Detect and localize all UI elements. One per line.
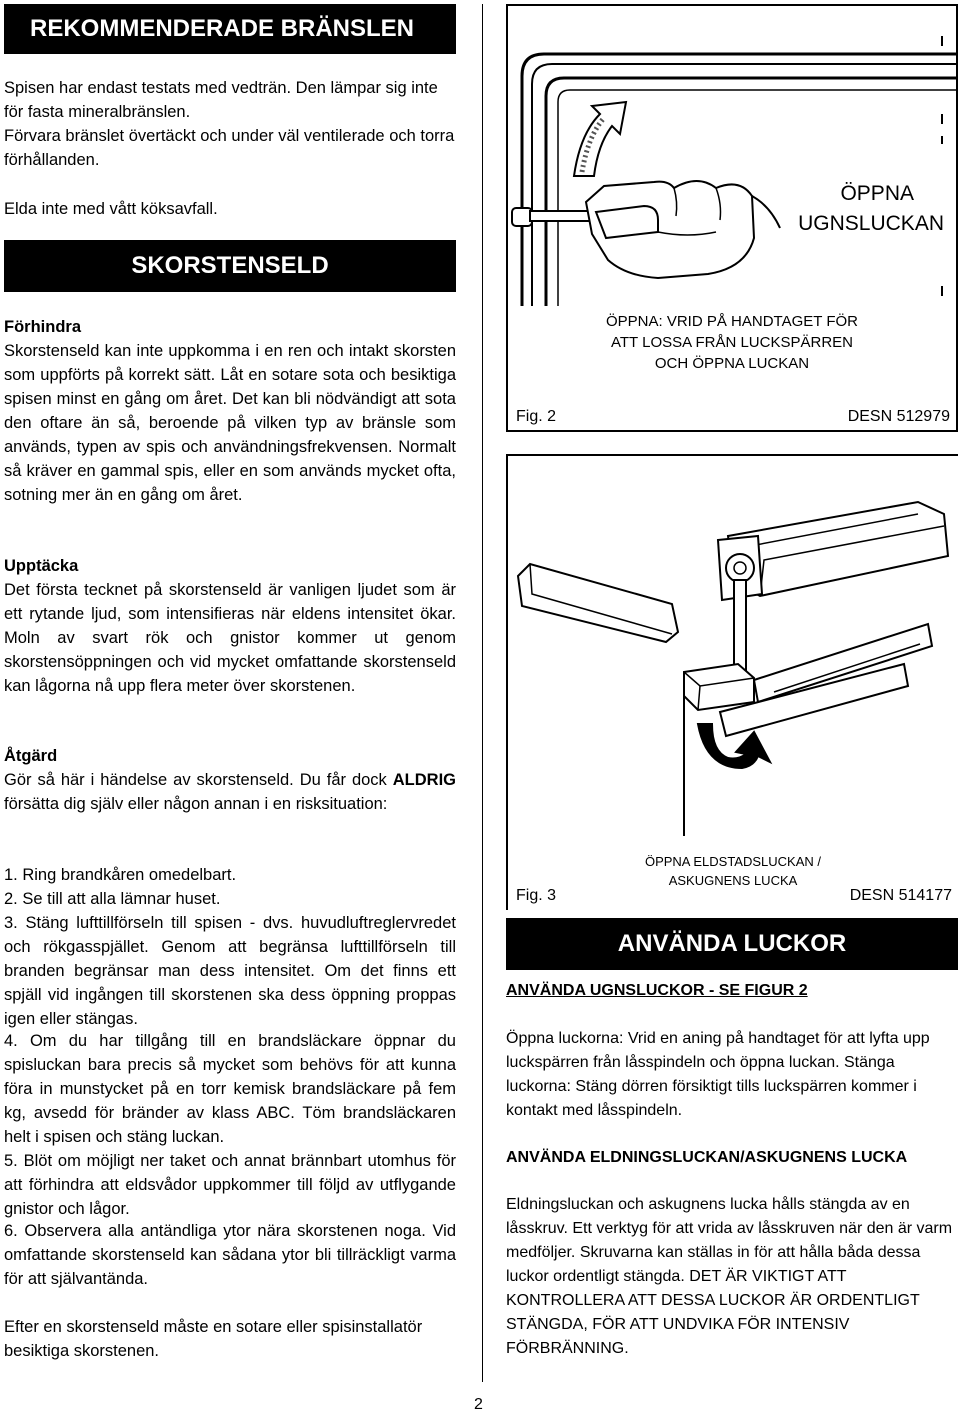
step-2: 2. Se till att alla lämnar huset. bbox=[4, 890, 221, 908]
fig3-label: Fig. 3 bbox=[516, 887, 557, 904]
fuel-heading-banner bbox=[4, 4, 456, 54]
fig2-caption-line-2: ATT LOSSA FRÅN LUCKSPÄRREN bbox=[610, 334, 853, 351]
step-6: 6. Observera alla antändliga ytor nära skorstenen noga. Vid omfattande skorstenseld kan sådana ytor bli tillräckligt varma för att självantända. bbox=[4, 1222, 456, 1288]
action-text-a: Gör så här i händelse av skorstenseld. Du får dock bbox=[4, 771, 393, 789]
page-number: 2 bbox=[474, 1396, 483, 1413]
fig3-caption-line-1: ÖPPNA ELDSTADSLUCKAN / bbox=[644, 854, 822, 869]
oven-doors-heading: ANVÄNDA UGNSLUCKOR - SE FIGUR 2 bbox=[506, 982, 808, 999]
firebox-doors-heading: ANVÄNDA ELDNINGSLUCKAN/ASKUGNENS LUCKA bbox=[506, 1149, 908, 1166]
oven-door-illustration bbox=[508, 6, 956, 306]
firebox-door-illustration bbox=[508, 456, 956, 836]
step-4: 4. Om du har tillgång till en brandsläckare öppnar du spisluckan bara precis så mycket som behövs för att kunna föra in munstycket på en torr kemisk brandsläckare på fem kg, avsedd för bränder av klass ABC. Töm brandsläckaren helt i spisen och stäng luckan. bbox=[4, 1032, 456, 1146]
column-divider bbox=[482, 4, 483, 1382]
fuel-paragraph-2: Förvara bränslet övertäckt och under väl ventilerade och torra förhållanden. bbox=[4, 127, 455, 169]
firebox-doors-paragraph: Eldningsluckan och askugnens lucka hålls stängda av en låsskruv. Ett verktyg för att vrida av låsskruven när den är varm medföljer. Skruvarna kan ställas in för att hålla båda dessa luckor ordentligt stängda. DET ÄR VIKTIGT ATT KONTROLLERA ATT DESSA LUCKOR ÄR ORDENTLIGT STÄNGDA, FÖR ATT UNDVIKA FÖR INTENSIV FÖRBRÄNNING. bbox=[506, 1196, 953, 1357]
fig2-caption-line-1: ÖPPNA: VRID PÅ HANDTAGET FÖR bbox=[606, 313, 858, 330]
prevent-paragraph: Skorstenseld kan inte uppkomma i en ren och intakt skorsten som uppförts på korrekt sätt. Låt en sotare sota och besiktiga spisen minst en gång om året. Det kan bli nödvändigt att sota den oftare än så, beroende på vilken typ av bränsle som används, typen av spis och användningsfrekvensen. Normalt så kräver en gammal spis, eller en som används mycket ofta, sotning mer än en gång om året. bbox=[4, 342, 456, 504]
oven-doors-paragraph: Öppna luckorna: Vrid en aning på handtaget för att lyfta upp luckspärren från låsspindeln och öppna luckan. Stänga luckorna: Stäng dörren försiktigt tills luckspärren kommer i kontakt med låsspindeln. bbox=[506, 1030, 930, 1119]
fig3-desn: DESN 514177 bbox=[849, 887, 952, 904]
after-fire-paragraph: Efter en skorstenseld måste en sotare eller spisinstallatör besiktiga skorstenen. bbox=[4, 1318, 423, 1360]
action-text-never: ALDRIG bbox=[392, 771, 456, 789]
prevent-heading: Förhindra bbox=[4, 318, 81, 336]
fig2-title-line-2: UGNSLUCKAN bbox=[798, 212, 944, 235]
doors-heading-banner bbox=[506, 918, 958, 970]
detect-paragraph: Det första tecknet på skorstenseld är vanligen ljudet som är ett rytande ljud, som intensifieras när eldens intensitet ökar. Moln av svart rök och gnistor kommer ut genom skorstensöppningen och vid mycket omfattande skorstenseld kan lågorna nå upp flera meter över skorstenen. bbox=[4, 581, 456, 695]
fuel-paragraph-3: Elda inte med vått köksavfall. bbox=[4, 200, 218, 218]
step-5: 5. Blöt om möjligt ner taket och annat brännbart utomhus för att förhindra att eldsvådor uppkommer till följd av utflygande gnistor och lågor. bbox=[4, 1152, 456, 1218]
detect-heading: Upptäcka bbox=[4, 557, 79, 575]
fuel-heading: REKOMMENDERADE BRÄNSLEN bbox=[30, 15, 415, 42]
doors-heading: ANVÄNDA LUCKOR bbox=[617, 930, 847, 957]
step-3: 3. Stäng lufttillförseln till spisen - dvs. huvudluftreglervredet och rökgasspjället. Genom att begränsa lufttillförseln till branden begränsar man dess intensitet. Om det finns ett spjäll vid ingången till skorstenen ska dess öppning proppas igen eller stängas. bbox=[4, 914, 456, 1028]
chimney-heading-banner bbox=[4, 240, 456, 292]
fuel-paragraph-1: Spisen har endast testats med vedträn. Den lämpar sig inte för fasta mineralbränslen. bbox=[4, 79, 438, 121]
action-heading: Åtgärd bbox=[4, 747, 58, 765]
fig2-label: Fig. 2 bbox=[516, 408, 557, 425]
fig3-caption bbox=[508, 852, 958, 890]
figure-3 bbox=[506, 454, 958, 910]
action-paragraph bbox=[4, 768, 456, 816]
fig2-title-line-1: ÖPPNA bbox=[840, 182, 914, 205]
figure-2 bbox=[506, 4, 958, 432]
fig2-desn: DESN 512979 bbox=[847, 408, 950, 425]
fig2-caption bbox=[508, 311, 956, 374]
action-text-b: försätta dig själv eller någon annan i en risksituation: bbox=[4, 795, 388, 813]
fig3-caption-line-2: ASKUGNENS LUCKA bbox=[668, 873, 798, 888]
step-1: 1. Ring brandkåren omedelbart. bbox=[4, 866, 237, 884]
chimney-heading: SKORSTENSELD bbox=[131, 252, 329, 279]
fig2-caption-line-3: OCH ÖPPNA LUCKAN bbox=[654, 355, 810, 372]
